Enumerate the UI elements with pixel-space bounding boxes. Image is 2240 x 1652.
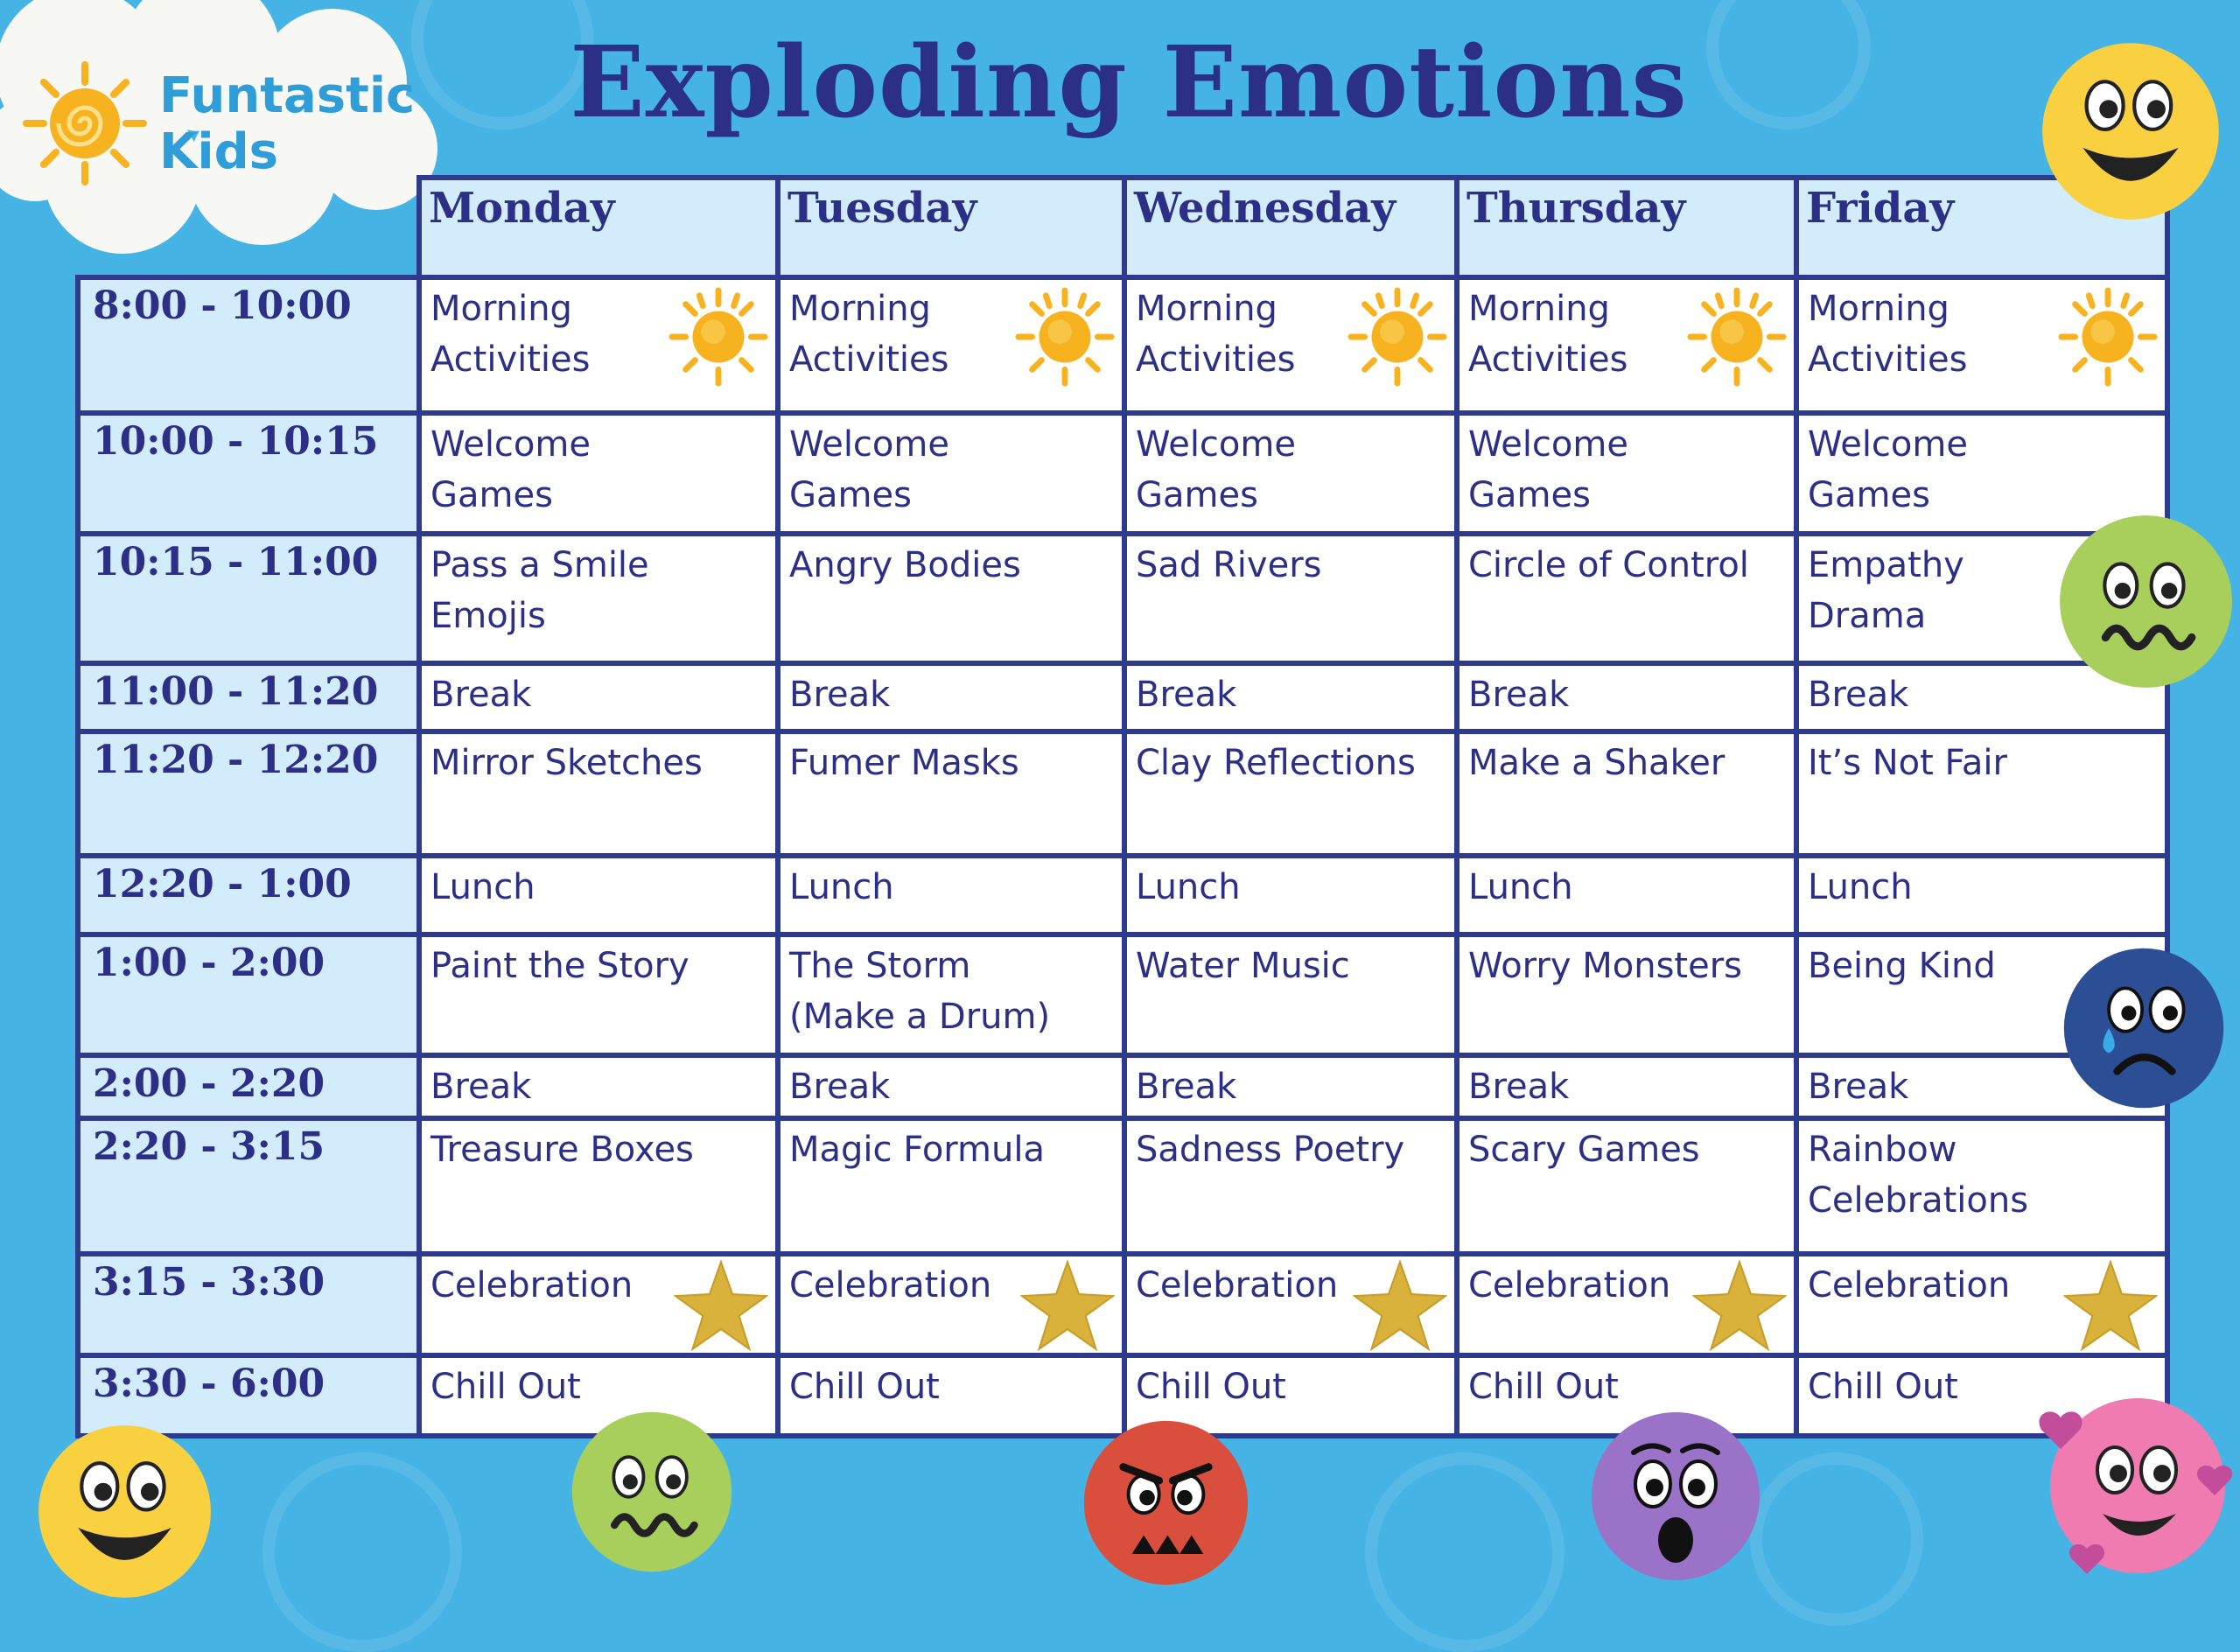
sun-logo-icon — [19, 58, 150, 189]
activity-cell — [419, 1055, 778, 1118]
day-header: Tuesday — [778, 178, 1124, 277]
activity-label: Rainbow Celebrations — [1808, 1130, 2029, 1221]
schedule-table — [75, 175, 2170, 1438]
time-slot: 3:30 - 6:00 — [78, 1355, 419, 1436]
background-swirl — [1750, 1452, 1923, 1626]
activity-cell — [1124, 934, 1457, 1055]
time-slot: 12:20 - 1:00 — [78, 856, 419, 934]
activity-label: Celebration — [1468, 1265, 1671, 1306]
schedule-row — [78, 277, 2167, 413]
activity-cell — [778, 1055, 1124, 1118]
logo-line-2: Kids — [159, 123, 279, 180]
activity-cell — [1796, 856, 2167, 934]
activity-cell — [778, 1355, 1124, 1436]
day-header: Thursday — [1457, 178, 1796, 277]
time-slot: 11:00 - 11:20 — [78, 663, 419, 732]
activity-label: Lunch — [1808, 867, 1913, 907]
activity-cell — [1124, 1055, 1457, 1118]
sad-emoji-icon — [2061, 945, 2227, 1111]
activity-label: Welcome Games — [1136, 424, 1296, 515]
activity-label: Welcome Games — [430, 424, 591, 515]
happy-emoji-icon — [2039, 39, 2222, 223]
activity-label: It’s Not Fair — [1808, 743, 2007, 783]
activity-cell — [419, 732, 778, 856]
activity-label: Celebration — [1808, 1265, 2011, 1306]
activity-cell — [1124, 663, 1457, 732]
activity-label: Lunch — [1468, 867, 1573, 907]
activity-cell — [419, 534, 778, 663]
activity-cell — [778, 413, 1124, 534]
activity-label: Lunch — [789, 867, 894, 907]
background-swirl — [1706, 0, 1871, 130]
activity-label: Celebration — [430, 1265, 634, 1306]
activity-cell — [1457, 1254, 1796, 1355]
activity-label: Chill Out — [1136, 1367, 1286, 1407]
page-title: Exploding Emotions — [570, 25, 1688, 140]
activity-label: Welcome Games — [1468, 424, 1628, 515]
activity-label: Morning Activities — [430, 289, 591, 380]
activity-cell — [1457, 856, 1796, 934]
activity-cell — [778, 663, 1124, 732]
day-header: Monday — [419, 178, 778, 277]
activity-cell — [1124, 534, 1457, 663]
activity-cell — [778, 1118, 1124, 1254]
activity-label: Mirror Sketches — [430, 743, 703, 783]
logo-line-1: Funtastic — [159, 67, 416, 124]
activity-label: Fumer Masks — [789, 743, 1019, 783]
happy-emoji-icon — [35, 1422, 214, 1601]
activity-label: Break — [789, 675, 891, 715]
schedule-row — [78, 1055, 2167, 1118]
schedule-row — [78, 856, 2167, 934]
activity-cell — [1457, 413, 1796, 534]
activity-label: Make a Shaker — [1468, 743, 1726, 783]
schedule-row — [78, 534, 2167, 663]
time-slot: 10:00 - 10:15 — [78, 413, 419, 534]
corner-cell — [78, 178, 419, 277]
activity-label: Lunch — [1136, 867, 1241, 907]
schedule-body — [78, 277, 2167, 1436]
activity-label: Chill Out — [1468, 1367, 1619, 1407]
schedule-row — [78, 934, 2167, 1055]
activity-cell — [778, 732, 1124, 856]
activity-label: Break — [430, 675, 532, 715]
background-swirl — [1365, 1452, 1564, 1652]
angry-emoji-icon — [1081, 1418, 1251, 1588]
activity-cell — [1124, 413, 1457, 534]
activity-label: Chill Out — [430, 1367, 581, 1407]
activity-cell — [1457, 277, 1796, 413]
activity-label: Break — [1808, 675, 1909, 715]
activity-label: Break — [789, 1067, 891, 1107]
activity-label: Angry Bodies — [789, 545, 1021, 585]
activity-label: Break — [1468, 1067, 1570, 1107]
activity-label: Break — [430, 1067, 532, 1107]
header-row — [78, 178, 2167, 277]
activity-label: Morning Activities — [1468, 289, 1628, 380]
activity-cell — [778, 856, 1124, 934]
activity-cell — [1796, 1118, 2167, 1254]
activity-label: Clay Reflections — [1136, 743, 1416, 783]
schedule-row — [78, 732, 2167, 856]
activity-label: Paint the Story — [430, 946, 690, 986]
activity-label: Pass a Smile Emojis — [430, 545, 649, 636]
day-header: Friday — [1796, 178, 2167, 277]
activity-cell — [1457, 663, 1796, 732]
activity-cell — [778, 934, 1124, 1055]
activity-cell — [1457, 534, 1796, 663]
activity-label: Lunch — [430, 867, 536, 907]
activity-label: Treasure Boxes — [430, 1130, 694, 1170]
activity-cell — [1124, 856, 1457, 934]
activity-cell — [778, 1254, 1124, 1355]
activity-label: Morning Activities — [1808, 289, 1968, 380]
activity-cell — [419, 413, 778, 534]
activity-label: Welcome Games — [789, 424, 949, 515]
activity-cell — [1124, 732, 1457, 856]
activity-cell — [1124, 277, 1457, 413]
activity-label: Scary Games — [1468, 1130, 1700, 1170]
activity-label: Water Music — [1136, 946, 1350, 986]
activity-cell — [1124, 1118, 1457, 1254]
activity-label: Worry Monsters — [1468, 946, 1743, 986]
activity-cell — [1457, 1055, 1796, 1118]
activity-label: Empathy Drama — [1808, 545, 1964, 636]
activity-cell — [1796, 277, 2167, 413]
schedule-row — [78, 663, 2167, 732]
love-emoji-icon — [2034, 1382, 2236, 1584]
activity-label: Celebration — [789, 1265, 992, 1306]
activity-cell — [778, 277, 1124, 413]
schedule-row — [78, 1254, 2167, 1355]
time-slot: 11:20 - 12:20 — [78, 732, 419, 856]
activity-cell — [1457, 934, 1796, 1055]
time-slot: 1:00 - 2:00 — [78, 934, 419, 1055]
activity-label: Break — [1136, 675, 1237, 715]
activity-label: The Storm (Make a Drum) — [789, 946, 1051, 1037]
activity-cell — [1796, 1254, 2167, 1355]
nauseous-emoji-icon — [569, 1409, 735, 1575]
activity-cell — [1457, 1118, 1796, 1254]
scared-emoji-icon — [1588, 1409, 1763, 1584]
activity-label: Circle of Control — [1468, 545, 1749, 585]
activity-label: Morning Activities — [789, 289, 949, 380]
background-swirl — [262, 1452, 462, 1652]
activity-label: Celebration — [1136, 1265, 1339, 1306]
nauseous-emoji-icon — [2056, 512, 2236, 691]
activity-label: Chill Out — [789, 1367, 940, 1407]
activity-label: Sad Rivers — [1136, 545, 1322, 585]
activity-label: Morning Activities — [1136, 289, 1296, 380]
activity-label: Magic Formula — [789, 1130, 1045, 1170]
activity-cell — [1124, 1254, 1457, 1355]
time-slot: 2:20 - 3:15 — [78, 1118, 419, 1254]
activity-cell — [419, 856, 778, 934]
activity-cell — [1796, 732, 2167, 856]
day-header: Wednesday — [1124, 178, 1457, 277]
activity-label: Chill Out — [1808, 1367, 1958, 1407]
activity-cell — [419, 1254, 778, 1355]
activity-cell — [419, 277, 778, 413]
schedule-row — [78, 1118, 2167, 1254]
activity-label: Break — [1136, 1067, 1237, 1107]
activity-label: Sadness Poetry — [1136, 1130, 1405, 1170]
time-slot: 2:00 - 2:20 — [78, 1055, 419, 1118]
activity-cell — [419, 934, 778, 1055]
logo-text — [159, 68, 415, 180]
activity-cell — [778, 534, 1124, 663]
activity-label: Break — [1808, 1067, 1909, 1107]
activity-label: Welcome Games — [1808, 424, 1968, 515]
schedule-row — [78, 413, 2167, 534]
activity-label: Being Kind — [1808, 946, 1996, 986]
activity-cell — [419, 1118, 778, 1254]
time-slot: 10:15 - 11:00 — [78, 534, 419, 663]
activity-cell — [1457, 732, 1796, 856]
time-slot: 3:15 - 3:30 — [78, 1254, 419, 1355]
time-slot: 8:00 - 10:00 — [78, 277, 419, 413]
activity-cell — [419, 663, 778, 732]
activity-label: Break — [1468, 675, 1570, 715]
